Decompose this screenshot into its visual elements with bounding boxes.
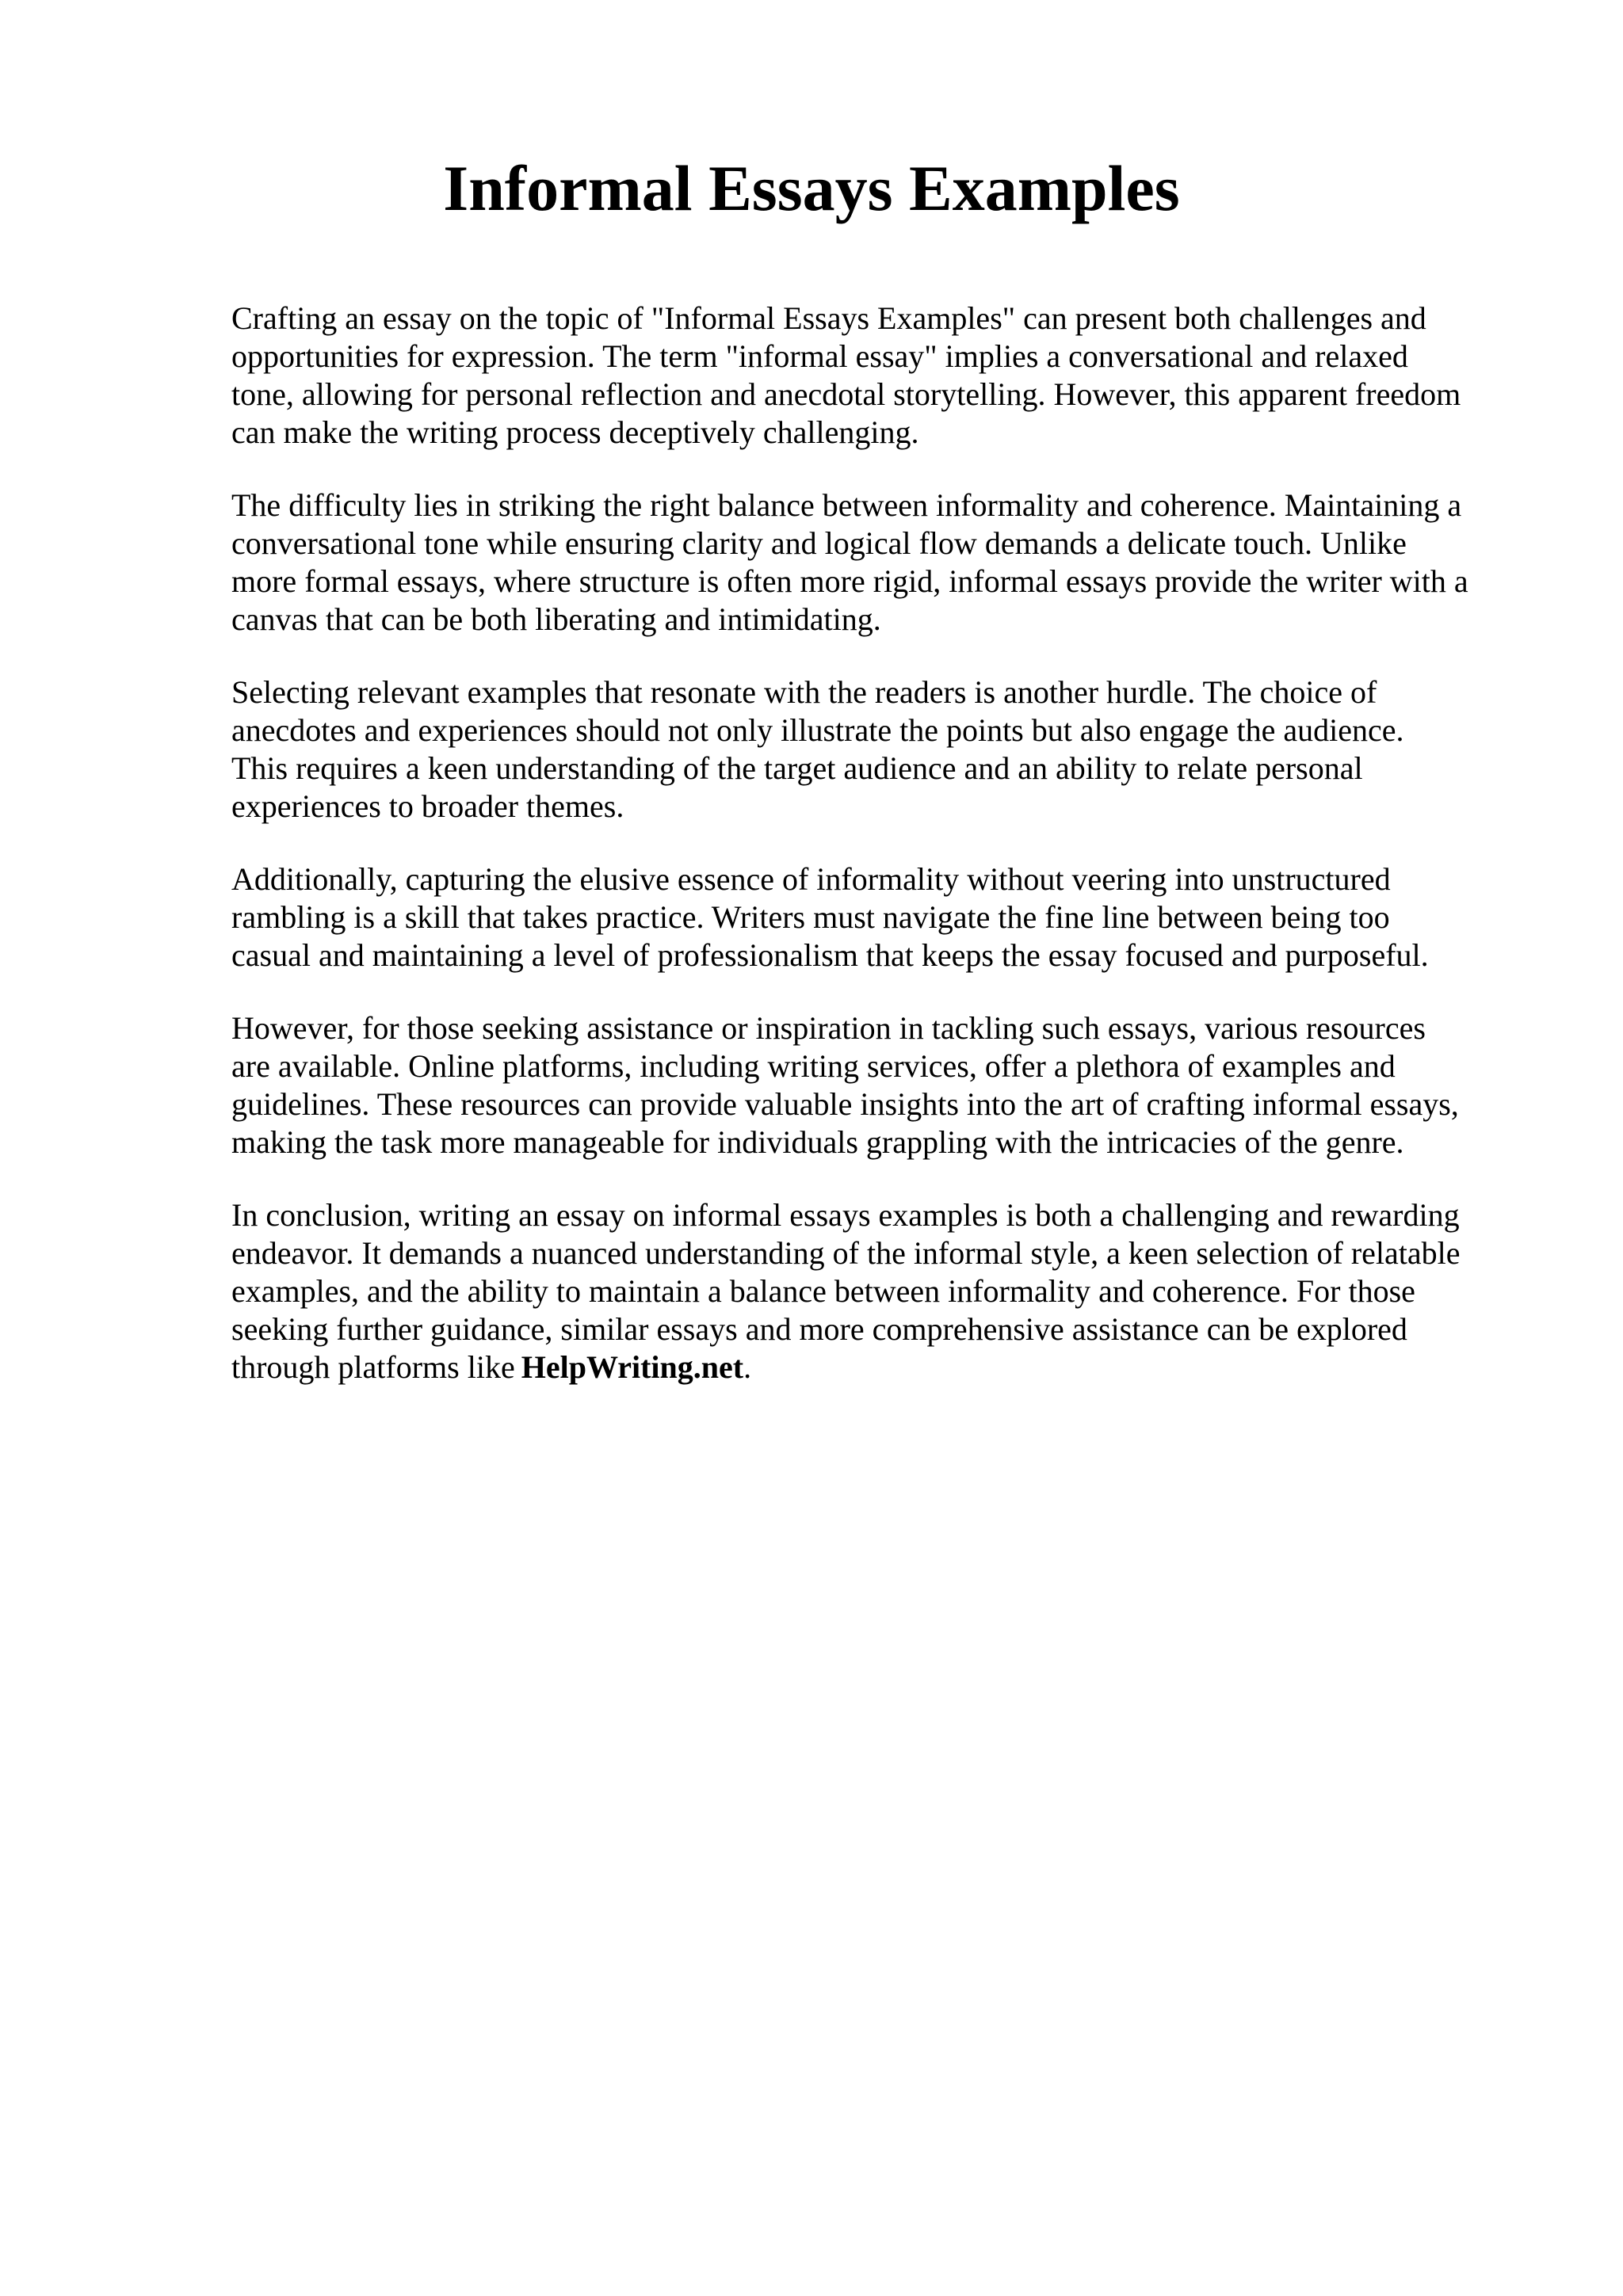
paragraph-line: guidelines. These resources can provide valuable insights into the art of crafting informal essays, (231, 1086, 1459, 1122)
essay-body (231, 299, 1556, 1421)
paragraph-line: rambling is a skill that takes practice. Writers must navigate the fine line between being too (231, 899, 1390, 935)
paragraph-line: tone, allowing for personal reflection and anecdotal storytelling. However, this apparent freedom (231, 376, 1461, 412)
paragraph-line: Additionally, capturing the elusive essence of informality without veering into unstructured (231, 861, 1391, 897)
paragraph-line: Crafting an essay on the topic of "Informal Essays Examples" can present both challenges and (231, 300, 1426, 336)
paragraph-line: The difficulty lies in striking the right balance between informality and coherence. Maintaining a (231, 487, 1462, 523)
paragraph-3 (231, 673, 1556, 826)
paragraph-line: canvas that can be both liberating and intimidating. (231, 601, 881, 637)
paragraph-line: seeking further guidance, similar essays and more comprehensive assistance can be explored (231, 1311, 1407, 1347)
paragraph-5 (231, 1009, 1556, 1161)
paragraph-line: However, for those seeking assistance or inspiration in tackling such essays, various resources (231, 1010, 1426, 1046)
paragraph-4 (231, 860, 1556, 974)
paragraph-last-line (231, 1348, 1556, 1386)
paragraph-line: making the task more manageable for individuals grappling with the intricacies of the genre. (231, 1124, 1404, 1160)
paragraph-line: casual and maintaining a level of professionalism that keeps the essay focused and purposeful. (231, 937, 1429, 973)
paragraph-line: are available. Online platforms, including writing services, offer a plethora of examples and (231, 1048, 1396, 1084)
paragraph-line: experiences to broader themes. (231, 788, 624, 824)
paragraph-line: In conclusion, writing an essay on informal essays examples is both a challenging and rewarding (231, 1197, 1460, 1233)
paragraph-line: endeavor. It demands a nuanced understanding of the informal style, a keen selection of relatable (231, 1235, 1461, 1271)
paragraph-line: anecdotes and experiences should not only illustrate the points but also engage the audience. (231, 712, 1404, 748)
page-title: Informal Essays Examples (443, 152, 1180, 224)
paragraph-line: more formal essays, where structure is often more rigid, informal essays provide the writer with a (231, 563, 1468, 599)
paragraph-line: opportunities for expression. The term "informal essay" implies a conversational and relaxed (231, 338, 1408, 374)
paragraph-line: can make the writing process deceptively challenging. (231, 414, 919, 450)
helpwriting-link[interactable]: HelpWriting.net (521, 1349, 744, 1385)
paragraph-line: examples, and the ability to maintain a balance between informality and coherence. For those (231, 1273, 1415, 1309)
last-line-suffix: . (743, 1349, 752, 1385)
paragraph-6 (231, 1196, 1556, 1386)
paragraph-2 (231, 486, 1556, 639)
paragraph-1 (231, 299, 1556, 452)
paragraph-line: conversational tone while ensuring clarity and logical flow demands a delicate touch. Unlike (231, 525, 1407, 561)
paragraph-line: This requires a keen understanding of the target audience and an ability to relate personal (231, 750, 1363, 786)
last-line-prefix: through platforms like (231, 1349, 515, 1385)
paragraph-line: Selecting relevant examples that resonate with the readers is another hurdle. The choice of (231, 674, 1377, 710)
